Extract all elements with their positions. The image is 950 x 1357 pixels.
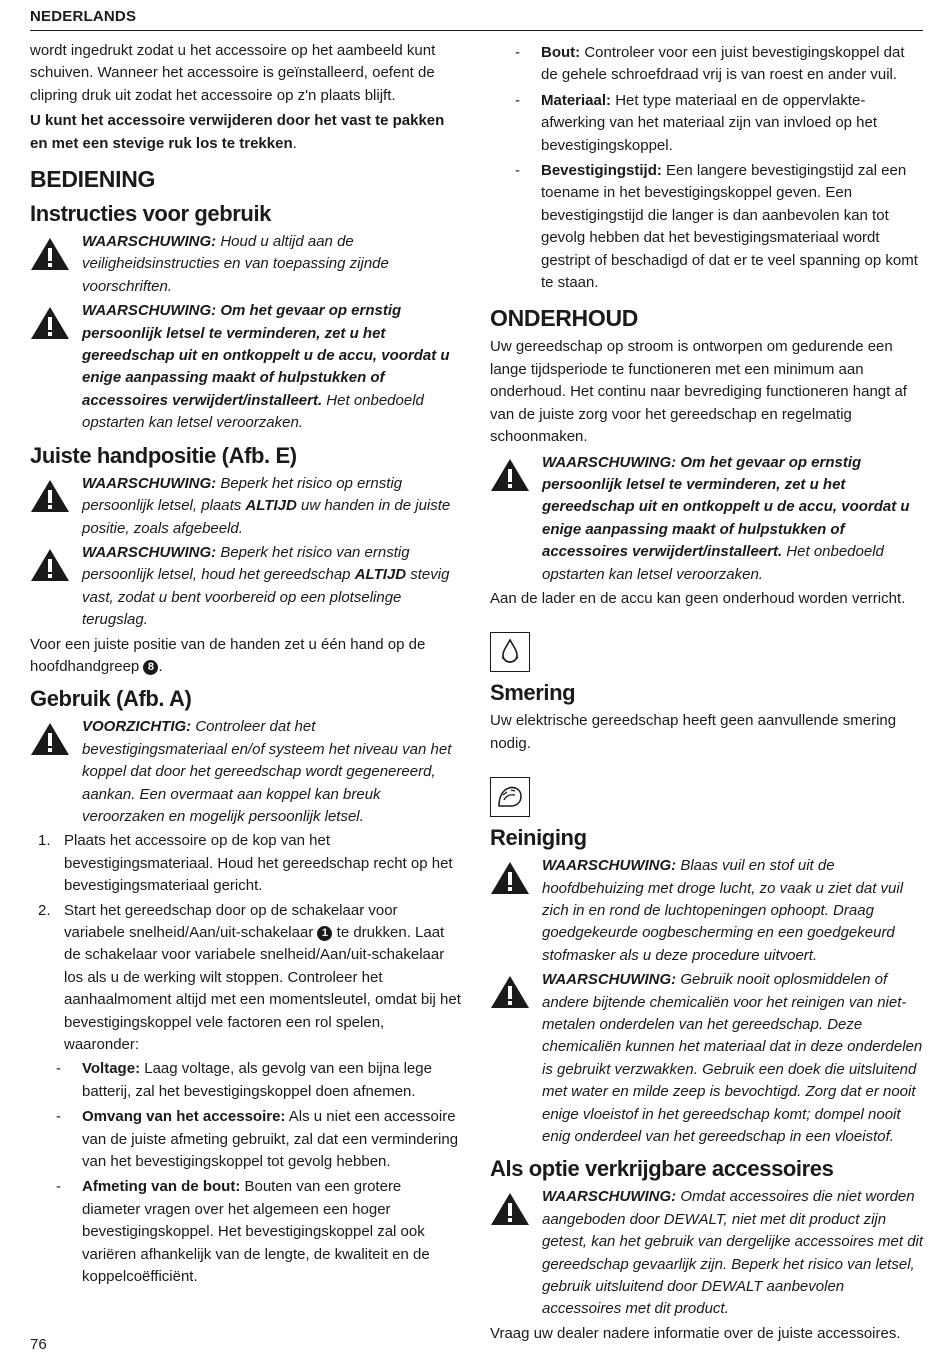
heading-handpositie: Juiste handpositie (Afb. E): [30, 442, 297, 468]
list-item: [56, 1058, 462, 1103]
onderhoud-paragraph: Uw gereedschap op stroom is ontworpen om gedurende een lange tijdsperiode te functioneren met een minimum aan onderhoud. Het continu naar bevrediging functioneren hangt af van de juiste zorg voor het gereedschap en regelmatig schoonmaken.: [490, 338, 907, 446]
heading-reiniging: Reiniging: [490, 825, 587, 851]
dash-bullet: -: [515, 91, 520, 109]
factor-label: Bevestigingstijd:: [541, 162, 662, 180]
heading-onderhoud: ONDERHOUD: [490, 305, 639, 332]
warning-block: [30, 473, 462, 540]
factor-text: Het type materiaal en de oppervlakte-afwerking van het materiaal zijn van invloed op het bevestigingskoppel.: [541, 91, 878, 154]
usage-steps: [30, 830, 462, 1056]
warning-triangle-icon: [30, 231, 82, 271]
list-item: [30, 830, 462, 897]
warning-block: [30, 231, 462, 298]
dash-bullet: -: [515, 44, 520, 61]
list-item: [490, 160, 925, 294]
warning-text: Houd u altijd aan de veiligheidsinstructies en van toepassing zijnde voorschriften.: [82, 233, 389, 295]
smering-paragraph: Uw elektrische gereedschap heeft geen aanvullende smering nodig.: [490, 712, 897, 752]
warning-text: Beperk het risico van ernstig persoonlijk letsel, houd het gereedschap: [82, 543, 410, 584]
step-text: [64, 900, 462, 1057]
warning-text: Blaas vuil en stof uit de hoofdbehuizing met droge lucht, zo vaak u ziet dat vuil zich in en rond de luchtopeningen ophoopt. Draag goedgekeurde oogbescherming en een goedgekeurd stofmasker als u deze procedure uitvoert.: [542, 857, 904, 964]
dash-bullet: -: [56, 1178, 61, 1196]
factor-label: Bout:: [541, 44, 581, 61]
header-rule: [30, 30, 923, 31]
list-item: [56, 1176, 462, 1288]
caution-text: Controleer dat het bevestigingsmateriaal en/of systeem het niveau van het koppel dat door het gereedschap wordt gegenereerd, aankan. Een overmaat aan koppel kan breuk veroorzaken en mogelijk persoonlijk letsel.: [82, 718, 452, 825]
factor-text: Bouten van een grotere diameter vragen over het algemeen een hoger bevestigingskoppel. Het bevestigingskoppel zal ook variëren afhankelijk van de lengte, de kwaliteit en de koppelcoëfficiënt.: [82, 1178, 430, 1286]
step-number: 2.: [38, 901, 51, 919]
charger-paragraph: Aan de lader en de accu kan geen onderhoud worden verricht.: [490, 589, 906, 607]
header-language: NEDERLANDS: [30, 8, 137, 25]
warning-emphasis: ALTIJD: [245, 497, 297, 515]
heading-instructies: Instructies voor gebruik: [30, 201, 272, 227]
factor-label: Omvang van het accessoire:: [82, 1108, 286, 1126]
heading-accessoires: Als optie verkrijgbare accessoires: [490, 1156, 834, 1182]
list-item: [56, 1106, 462, 1173]
dealer-paragraph: Vraag uw dealer nadere informatie over de juiste accessoires.: [490, 1324, 901, 1342]
warning-triangle-icon: [490, 452, 542, 492]
factor-text: Laag voltage, als gevolg van een bijna lege batterij, zal het bevestigingskoppel doen afnemen.: [82, 1060, 432, 1100]
warning-label: WAARSCHUWING:: [542, 857, 677, 875]
warning-triangle-icon: [490, 1186, 542, 1226]
warning-triangle-icon: [490, 855, 542, 895]
remove-note-bold: U kunt het accessoire verwijderen door het vast te pakken en met een stevige ruk los te trekken: [30, 112, 445, 152]
warning-triangle-icon: [490, 969, 542, 1009]
heading-bediening: BEDIENING: [30, 166, 156, 193]
warning-label: WAARSCHUWING:: [82, 233, 217, 251]
warning-bold-text: WAARSCHUWING: Om het gevaar op ernstig persoonlijk letsel te verminderen, zet u het gereedschap uit en ontkoppelt u de accu, voordat u enige aanpassing maakt of hulpstukken of accessoires verwijdert/installeert.: [82, 302, 450, 409]
heading-smering: Smering: [490, 680, 576, 706]
warning-text: Omdat accessoires die niet worden aangeboden door DEWALT, niet met dit product zijn getest, kan het gebruik van dergelijke accessoires met dit gereedschap gevaarlijk zijn. Beperk het risico van letsel, gebruik uitsluitend door DEWALT aanbevolen accessoires met dit product.: [542, 1188, 924, 1318]
warning-label: WAARSCHUWING:: [542, 1188, 677, 1206]
warning-text: Het onbedoeld opstarten kan letsel veroorzaken.: [82, 391, 424, 432]
hand-position-text: Voor een juiste positie van de handen zet u één hand op de hoofdhandgreep: [30, 635, 426, 675]
caution-label: VOORZICHTIG:: [82, 718, 192, 736]
warning-text: uw handen in de juiste positie, zoals afgebeeld.: [82, 497, 451, 537]
warning-text: Het onbedoeld opstarten kan letsel veroorzaken.: [542, 543, 884, 583]
left-column: [30, 40, 462, 1292]
warning-triangle-icon: [30, 542, 82, 582]
lubrication-icon: [490, 632, 530, 672]
warning-block: [490, 1186, 925, 1320]
factor-text: Controleer voor een juist bevestigingskoppel dat de gehele schroefdraad vrij is van roest en ander vuil.: [541, 44, 905, 84]
hand-position-end: .: [158, 657, 163, 675]
factor-label: Voltage:: [82, 1060, 141, 1078]
factor-text: Een langere bevestigingstijd zal een toename in het bevestigingskoppel geven. Een bevestigingstijd die langer is dan aanbevolen kan tot gevolg hebben dat het bevestigingsmateriaal wordt gestript of beschadigd of dat er te veel spanning op komt te staan.: [541, 162, 918, 292]
factor-label: Afmeting van de bout:: [82, 1178, 241, 1196]
heading-gebruik: Gebruik (Afb. A): [30, 686, 192, 712]
step-text: Plaats het accessoire op de kop van het bevestigingsmateriaal. Houd het gereedschap recht op het bevestigingsmateriaal gericht.: [64, 832, 453, 895]
torque-factors-list-continued: [490, 42, 925, 294]
warning-label: WAARSCHUWING:: [82, 543, 217, 561]
warning-label: WAARSCHUWING:: [542, 971, 677, 989]
caution-block: [30, 716, 462, 828]
intro-paragraph: wordt ingedrukt zodat u het accessoire op het aambeeld kunt schuiven. Wanneer het accessoire is geïnstalleerd, oefent de clipring druk uit zodat het accessoire op z'n plaats blijft.: [30, 42, 436, 104]
right-column: [490, 40, 925, 1348]
dash-bullet: -: [515, 162, 520, 180]
warning-triangle-icon: [30, 473, 82, 513]
factor-label: Materiaal:: [541, 91, 612, 109]
warning-block: [30, 542, 462, 632]
warning-block: [490, 969, 925, 1148]
warning-triangle-icon: [30, 716, 82, 756]
warning-bold-text: WAARSCHUWING: Om het gevaar op ernstig persoonlijk letsel te verminderen, zet u het gereedschap uit en ontkoppelt u de accu, voordat u enige aanpassing maakt of hulpstukken of accessoires verwijdert/installeert.: [542, 453, 910, 561]
torque-factors-list: [56, 1058, 462, 1288]
warning-label: WAARSCHUWING:: [82, 474, 217, 492]
part-number-badge: 1: [317, 926, 332, 941]
dash-bullet: -: [56, 1060, 61, 1078]
step-text-part: Start het gereedschap door op de schakelaar voor variabele snelheid/Aan/uit-schakelaar: [64, 901, 398, 941]
step-text-part: te drukken. Laat de schakelaar voor variabele snelheid/Aan/uit-schakelaar los als u de werking wilt stoppen. Controleer het aanhaalmoment altijd met een momentsleutel, omdat bij het bevestigingskoppel vele factoren een rol spelen, waaronder:: [64, 924, 461, 1054]
warning-text: stevig vast, zodat u bent voorbereid op een plotselinge terugslag.: [82, 566, 450, 629]
warning-block: [30, 300, 462, 434]
remove-accessory-note: [30, 110, 462, 155]
warning-triangle-icon: [30, 300, 82, 340]
warning-block: [490, 855, 925, 967]
list-item: [490, 90, 925, 157]
warning-text: Gebruik nooit oplosmiddelen of andere bijtende chemicaliën voor het reinigen van niet-metalen onderdelen van het gereedschap. Deze chemicaliën kunnen het materiaal dat in deze onderdelen is gebruikt verzwakken. Gebruik een doek die uitsluitend met water en milde zeep is bevochtigd. Zorg dat er nooit enige vloeistof in het gereedschap komt; dompel nooit enig onderdeel van het gereedschap in een vloeistof.: [542, 971, 923, 1146]
warning-block: [490, 452, 925, 586]
list-item: [490, 42, 925, 87]
list-item: [30, 900, 462, 1057]
step-number: 1.: [38, 832, 51, 850]
hand-position-paragraph: [30, 634, 462, 679]
part-number-badge: 8: [143, 660, 158, 675]
cleaning-icon: [490, 777, 530, 817]
dash-bullet: -: [56, 1108, 61, 1126]
warning-emphasis: ALTIJD: [354, 566, 407, 584]
remove-note-end: .: [292, 134, 297, 152]
warning-text: Beperk het risico op ernstig persoonlijk letsel, plaats: [82, 474, 403, 515]
page-number: 76: [30, 1336, 47, 1353]
factor-text: Als u niet een accessoire van de juiste afmeting gebruikt, zal dat een vermindering van het bevestigingskoppel tot gevolg hebben.: [82, 1108, 459, 1171]
